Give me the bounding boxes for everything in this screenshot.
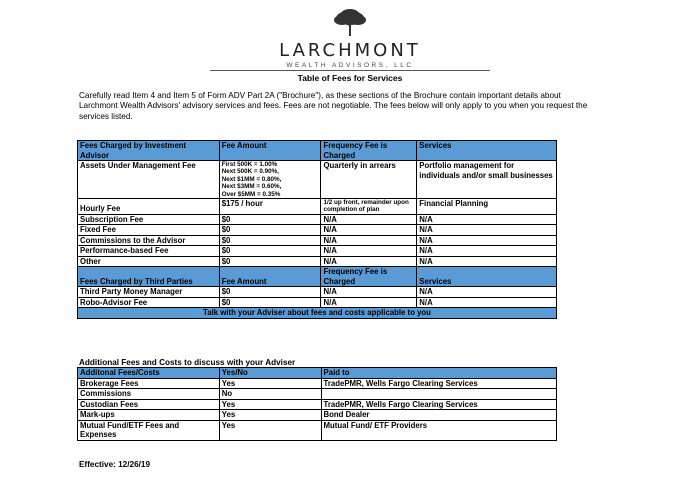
- services-cell: Portfolio management for individuals and/or small businesses: [417, 161, 557, 199]
- table-row: [78, 287, 557, 298]
- header-cell: Additonal Fees/Costs: [78, 368, 220, 379]
- services-cell: Financial Planning: [417, 199, 557, 215]
- third-party-header-row: [78, 267, 557, 287]
- frequency-cell: N/A: [321, 297, 417, 308]
- yes-no-cell: Yes: [219, 410, 321, 421]
- frequency-cell: N/A: [321, 235, 417, 246]
- frequency-cell: N/A: [321, 214, 417, 225]
- header-cell: Frequency Fee is Charged: [321, 267, 417, 287]
- table-row: [78, 297, 557, 308]
- paid-to-cell: Mutual Fund/ ETF Providers: [321, 420, 556, 440]
- table-row: [78, 214, 557, 225]
- frequency-cell: Quarterly in arrears: [321, 161, 417, 199]
- fee-label: Other: [78, 256, 220, 267]
- table-row: [78, 389, 557, 400]
- amount-cell: $0: [219, 256, 321, 267]
- services-cell: N/A: [417, 246, 557, 257]
- cost-label: Mutual Fund/ETF Fees and Expenses: [78, 420, 220, 440]
- paid-to-cell: TradePMR, Wells Fargo Clearing Services: [321, 399, 556, 410]
- header-cell: Paid to: [321, 368, 556, 379]
- brand-name: LARCHMONT: [279, 40, 421, 61]
- yes-no-cell: Yes: [219, 420, 321, 440]
- paid-to-cell: TradePMR, Wells Fargo Clearing Services: [321, 378, 556, 389]
- services-cell: N/A: [417, 256, 557, 267]
- frequency-cell: N/A: [321, 246, 417, 257]
- table-row: [78, 420, 557, 440]
- fee-label: Hourly Fee: [78, 199, 220, 215]
- yes-no-cell: Yes: [219, 378, 321, 389]
- amount-cell: $0: [219, 214, 321, 225]
- header-cell: Services: [417, 141, 557, 161]
- cost-label: Commissions: [78, 389, 220, 400]
- intro-paragraph: Carefully read Item 4 and Item 5 of Form ADV Part 2A ("Brochure"), as these sections of the Brochure contain important details about Larchmont Wealth Advisors' advisory services and fees. Fees are not negotiable. The fees below will only apply to you when you request the services listed.: [79, 91, 588, 121]
- aum-row: [78, 161, 557, 199]
- table-row: [78, 246, 557, 257]
- amount-cell: $0: [219, 235, 321, 246]
- tier: Next $3MM = 0.60%,: [221, 183, 282, 191]
- amount-cell: $0: [219, 246, 321, 257]
- tier: Next 500K = 0.90%,: [221, 168, 279, 176]
- fee-label: Third Party Money Manager: [78, 287, 220, 298]
- amount-cell: $0: [219, 287, 321, 298]
- amount-cell: $0: [219, 297, 321, 308]
- additional-fees-table: [77, 367, 557, 441]
- table-row: [78, 410, 557, 421]
- fee-label: Commissions to the Advisor: [78, 235, 220, 246]
- banner-row: [78, 308, 557, 319]
- header-cell: Yes/No: [219, 368, 321, 379]
- cost-label: Mark-ups: [78, 410, 220, 421]
- fee-label: Performance-based Fee: [78, 246, 220, 257]
- yes-no-cell: No: [219, 389, 321, 400]
- document-title: Table of Fees for Services: [297, 73, 403, 83]
- tree-icon: [330, 8, 370, 38]
- additional-header-row: [78, 368, 557, 379]
- hourly-row: [78, 199, 557, 215]
- table-row: [78, 235, 557, 246]
- fees-header-row: [78, 141, 557, 161]
- header-cell: Fees Charged by Investment Advisor: [78, 141, 220, 161]
- services-cell: N/A: [417, 235, 557, 246]
- yes-no-cell: Yes: [219, 399, 321, 410]
- aum-tiers: [219, 161, 321, 199]
- services-cell: N/A: [417, 225, 557, 236]
- table-row: [78, 225, 557, 236]
- services-cell: N/A: [417, 287, 557, 298]
- frequency-cell: N/A: [321, 225, 417, 236]
- table-row: [78, 256, 557, 267]
- fee-label: Robo-Advisor Fee: [78, 297, 220, 308]
- fee-label: Fixed Fee: [78, 225, 220, 236]
- paid-to-cell: Bond Dealer: [321, 410, 556, 421]
- cost-label: Brokerage Fees: [78, 378, 220, 389]
- fee-label: Subscription Fee: [78, 214, 220, 225]
- tier: First 500K = 1.00%: [221, 161, 278, 168]
- frequency-cell: N/A: [321, 287, 417, 298]
- frequency-cell: 1/2 up front, remainder upon completion of plan: [321, 199, 417, 215]
- effective-date: Effective: 12/26/19: [79, 460, 151, 469]
- services-cell: N/A: [417, 214, 557, 225]
- additional-title: Additional Fees and Costs to discuss with your Adviser: [79, 358, 296, 367]
- header-cell: Services: [417, 267, 557, 287]
- table-row: [78, 378, 557, 389]
- tier: Next $1MM = 0.80%,: [221, 175, 282, 183]
- cost-label: Custodian Fees: [78, 399, 220, 410]
- header-cell: Fee Amount: [219, 267, 321, 287]
- table-row: [78, 399, 557, 410]
- fees-banner: Talk with your Adviser about fees and costs applicable to you: [78, 308, 557, 319]
- amount-cell: $175 / hour: [219, 199, 321, 215]
- brand-subtitle: WEALTH ADVISORS, LLC: [286, 62, 414, 69]
- paid-to-cell: [321, 389, 556, 400]
- frequency-cell: N/A: [321, 256, 417, 267]
- amount-cell: $0: [219, 225, 321, 236]
- header-cell: Fee Amount: [219, 141, 321, 161]
- tier: Over $5MM = 0.35%: [221, 190, 281, 198]
- fee-label: Assets Under Management Fee: [78, 161, 220, 199]
- header-cell: Frequency Fee is Charged: [321, 141, 417, 161]
- fees-table: [77, 140, 557, 319]
- header-rule: [210, 70, 490, 71]
- services-cell: N/A: [417, 297, 557, 308]
- header-cell: Fees Charged by Third Parties: [78, 267, 220, 287]
- logo: [0, 8, 700, 69]
